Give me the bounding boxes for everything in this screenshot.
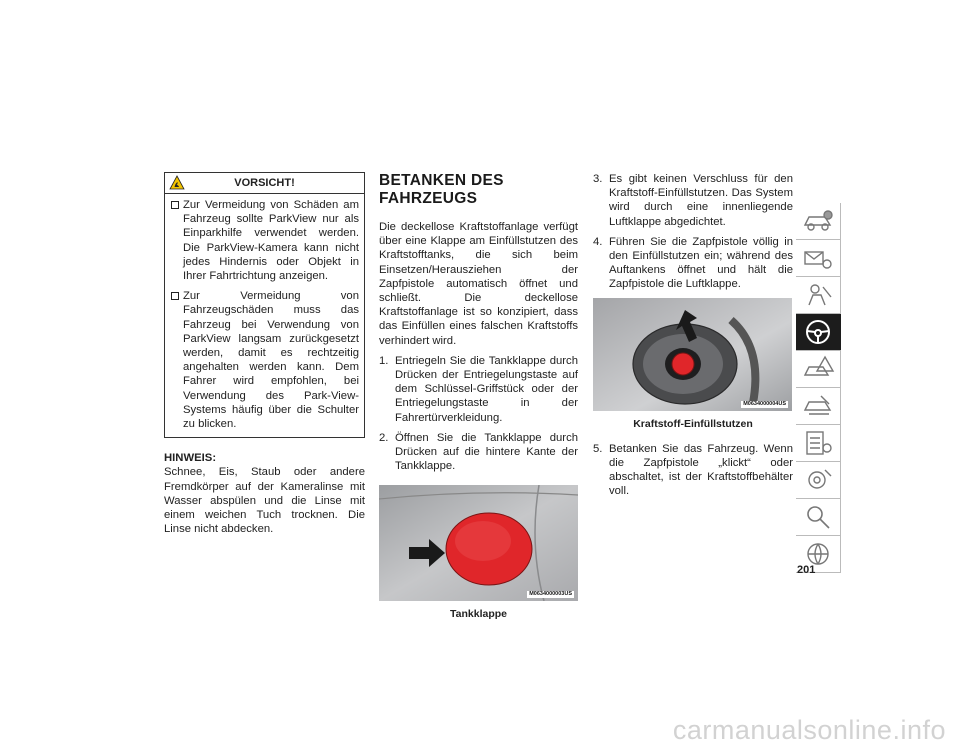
car-service-icon bbox=[801, 392, 835, 420]
steps-list-a bbox=[379, 354, 578, 474]
caution-item: Zur Vermeidung von Fahrzeugschäden muss das Fahrzeug bei Verwendung von ParkView langsam zurückgesetzt werden, damit es rechtzeitig angehalten werden kann. Dem Fahrer wird empfohlen, bei Verwendung des Park-View-Systems häufig über die Schulter zu blicken. bbox=[170, 289, 359, 431]
checkbox-bullet-icon bbox=[171, 292, 179, 300]
tab-keys[interactable] bbox=[796, 240, 841, 277]
chapter-tabs bbox=[796, 203, 841, 573]
tab-driving[interactable] bbox=[796, 314, 841, 351]
watermark: carmanualsonline.info bbox=[672, 714, 946, 745]
step-item: 4. Führen Sie die Zapfpistole völlig in den Einfüllstutzen ein; während des Auftankens öffnet und hält die Zapfpistole die Luftklappe. bbox=[593, 235, 793, 291]
magnifier-icon bbox=[801, 503, 835, 531]
car-safety-icon bbox=[801, 281, 835, 309]
checkbox-bullet-icon bbox=[171, 201, 179, 209]
tab-index[interactable] bbox=[796, 499, 841, 536]
caution-list bbox=[165, 194, 364, 437]
tab-warnings[interactable] bbox=[796, 351, 841, 388]
car-overview-icon bbox=[801, 207, 835, 235]
left-column bbox=[164, 172, 365, 536]
tab-safety[interactable] bbox=[796, 277, 841, 314]
caution-warning-icon bbox=[169, 175, 185, 190]
tab-car-overview[interactable] bbox=[796, 203, 841, 240]
step-item: 1. Entriegeln Sie die Tankklappe durch Drücken der Entriegelungstaste auf dem Schlüssel-Griffstück oder der Entriegelungstaste in der Fahrertürverkleidung. bbox=[379, 354, 578, 424]
caution-title: VORSICHT! bbox=[234, 177, 295, 189]
tab-specs[interactable] bbox=[796, 425, 841, 462]
filler-neck-illustration bbox=[593, 298, 792, 411]
filler-neck-image bbox=[593, 298, 792, 411]
fuel-door-illustration bbox=[379, 485, 578, 601]
figure-code: M0634000004US bbox=[743, 400, 786, 407]
figure-caption: Tankklappe bbox=[450, 608, 507, 621]
page-number: 201 bbox=[797, 564, 816, 576]
step-item: 5. Betanken Sie das Fahrzeug. Wenn die Zapfpistole „klickt“ oder abschaltet, ist der Kraftstoffbehälter voll. bbox=[593, 442, 793, 498]
steps-list-b bbox=[593, 172, 793, 292]
middle-column bbox=[379, 172, 578, 622]
caution-box bbox=[164, 172, 365, 438]
steps-list-c bbox=[593, 442, 793, 499]
steering-wheel-icon bbox=[801, 318, 835, 346]
right-column bbox=[593, 172, 793, 505]
section-title: BETANKEN DES FAHRZEUGS bbox=[379, 172, 504, 207]
tab-service[interactable] bbox=[796, 388, 841, 425]
caution-header bbox=[165, 173, 364, 194]
figure-caption: Kraftstoff-Einfüllstutzen bbox=[633, 417, 753, 430]
note-label: HINWEIS: bbox=[164, 452, 217, 465]
checklist-icon bbox=[801, 429, 835, 457]
key-and-envelope-icon bbox=[801, 244, 835, 272]
section-intro: Die deckellose Kraftstoffanlage verfügt über eine Klappe am Einfüllstutzen des Kraftstofftanks, die sich beim Einsetzen/Herausziehen der Zapfpistole automatisch öffnet und schließt. Die deckellose Kraftstoffanlage ist so konzipiert, dass das Einfüllen eines falschen Kraftstoffs verhindert wird. bbox=[379, 221, 578, 347]
tab-multimedia[interactable] bbox=[796, 462, 841, 499]
figure-filler-neck bbox=[593, 298, 793, 431]
caution-item: Zur Vermeidung von Schäden am Fahrzeug sollte ParkView nur als Einparkhilfe verwendet werden. Die ParkView-Kamera kann nicht jedes Hindernis oder Objekt in Ihrer Fahrtrichtung anzeigen. bbox=[170, 198, 359, 283]
note bbox=[164, 451, 365, 536]
figure-code: M0634000003US bbox=[529, 591, 572, 598]
figure-fuel-door bbox=[379, 485, 578, 621]
gear-settings-icon bbox=[801, 466, 835, 494]
step-item: 3. Es gibt keinen Verschluss für den Kraftstoff-Einfüllstutzen. Das System wird durch eine innenliegende Luftklappe abgedichtet. bbox=[593, 173, 793, 228]
step-item: 2. Öffnen Sie die Tankklappe durch Drücken auf die hintere Kante der Tankklappe. bbox=[379, 431, 578, 473]
fuel-door-image bbox=[379, 485, 578, 601]
car-warning-icon bbox=[801, 355, 835, 383]
note-text: Schnee, Eis, Staub oder andere Fremdkörper auf der Kameralinse mit Wasser abspülen und die Linse mit einem weichen Tuch trocknen. Die Linse nicht abdecken. bbox=[164, 466, 365, 536]
